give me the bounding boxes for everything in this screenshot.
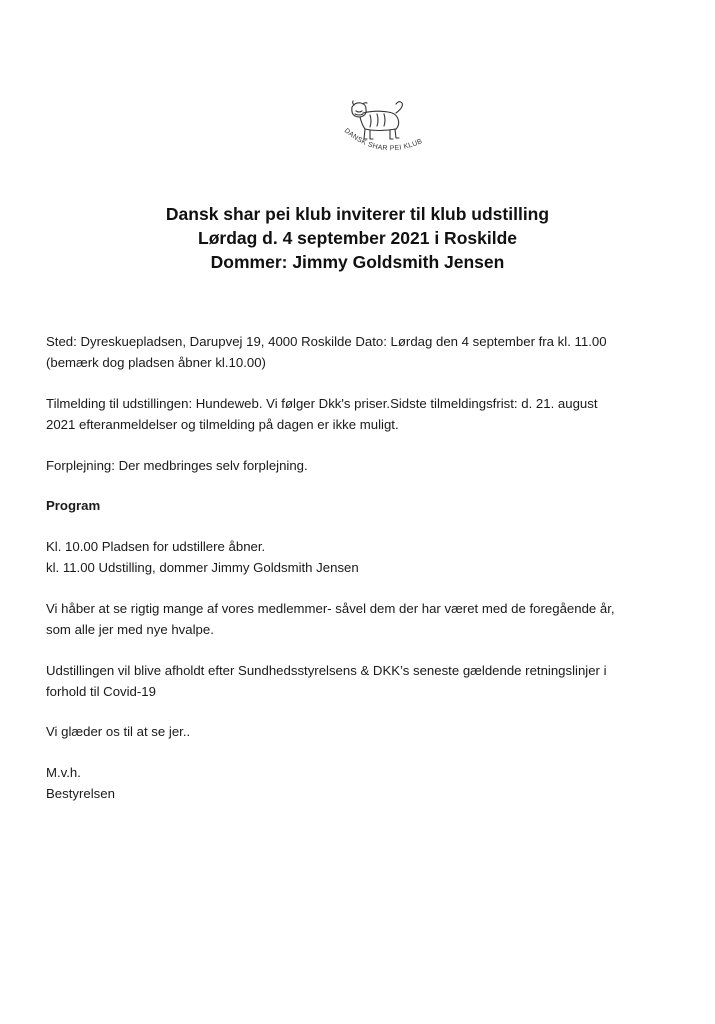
hope-line-2: som alle jer med nye hvalpe.: [46, 622, 214, 637]
catering-line: Forplejning: Der medbringes selv forplejning.: [46, 458, 308, 473]
hope-line-1: Vi håber at se rigtig mange af vores medlemmer- såvel dem der har været med de foregående år,: [46, 601, 615, 616]
greeting-line: Vi glæder os til at se jer..: [46, 724, 191, 739]
location-paragraph: [46, 331, 696, 373]
hope-paragraph: [46, 598, 696, 640]
shar-pei-dog-icon: [330, 95, 440, 165]
invitation-heading: [0, 202, 715, 274]
greeting-paragraph: [46, 721, 696, 742]
program-heading-block: [46, 495, 696, 516]
covid-line-1: Udstillingen vil blive afholdt efter Sundhedsstyrelsens & DKK’s seneste gældende retningslinjer i: [46, 663, 607, 678]
registration-paragraph: [46, 393, 696, 435]
heading-line-3: Dommer: Jimmy Goldsmith Jensen: [210, 252, 505, 272]
registration-line-1: Tilmelding til udstillingen: Hundeweb. Vi følger Dkk's priser.Sidste tilmeldingsfrist: d. 21. august: [46, 396, 598, 411]
program-item-1: Kl. 10.00 Pladsen for udstillere åbner.: [46, 539, 266, 554]
signature-line: Bestyrelsen: [46, 786, 115, 801]
registration-line-2: 2021 efteranmeldelser og tilmelding på dagen er ikke muligt.: [46, 417, 399, 432]
location-line-2: (bemærk dog pladsen åbner kl.10.00): [46, 355, 266, 370]
catering-paragraph: [46, 455, 696, 476]
covid-paragraph: [46, 660, 696, 702]
svg-text:DANSK SHAR PEI KLUB: [343, 127, 424, 152]
heading-line-1: Dansk shar pei klub inviterer til klub udstilling: [165, 204, 550, 224]
logo-text: DANSK SHAR PEI KLUB: [342, 127, 424, 153]
location-line-1: Sted: Dyreskuepladsen, Darupvej 19, 4000 Roskilde Dato: Lørdag den 4 september fra kl. 11.00: [46, 334, 607, 349]
signature-block: [46, 762, 696, 804]
regards-line: M.v.h.: [46, 765, 81, 780]
program-item-2: kl. 11.00 Udstilling, dommer Jimmy Goldsmith Jensen: [46, 560, 359, 575]
program-list: [46, 536, 696, 578]
covid-line-2: forhold til Covid-19: [46, 684, 156, 699]
heading-line-2: Lørdag d. 4 september 2021 i Roskilde: [198, 228, 517, 248]
program-heading: Program: [46, 498, 101, 513]
